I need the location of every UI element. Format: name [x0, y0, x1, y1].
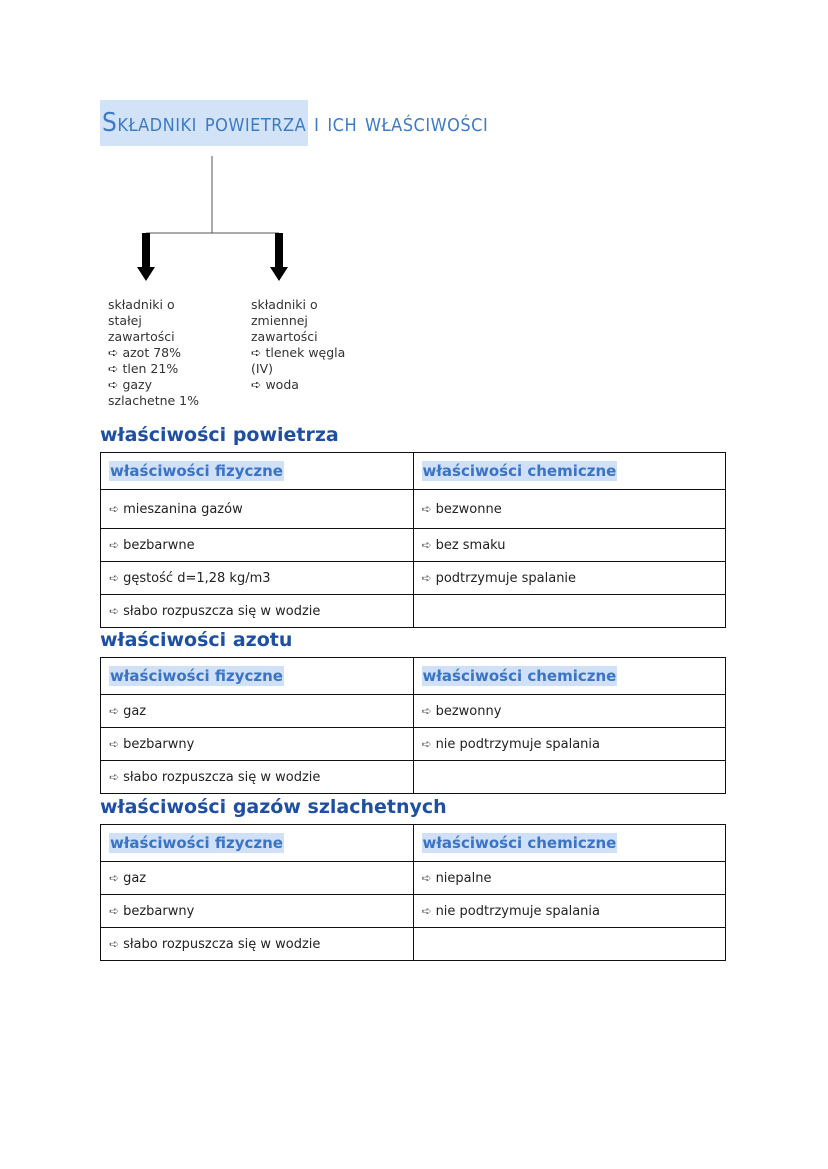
section-heading-noble-gases: właściwości gazów szlachetnych [100, 796, 447, 818]
header-chemical-label: właściwości chemiczne [422, 834, 617, 852]
section-heading-air: właściwości powietrza [100, 424, 339, 446]
table-cell [101, 862, 414, 895]
table-noble-gas-properties [100, 824, 726, 961]
table-cell [101, 562, 414, 595]
arrow-icon: ➪ [421, 570, 432, 585]
header-chemical-label: właściwości chemiczne [422, 667, 617, 685]
table-header-row [101, 825, 726, 862]
arrow-icon: ➪ [421, 870, 432, 885]
arrow-right-shaft [275, 233, 283, 269]
table-cell [413, 490, 726, 529]
arrow-icon: ➪ [109, 570, 120, 585]
arrow-icon: ➪ [109, 769, 120, 784]
table-header-row [101, 658, 726, 695]
table-cell [413, 895, 726, 928]
table-row [101, 695, 726, 728]
table-row [101, 895, 726, 928]
table-cell [101, 895, 414, 928]
composition-diagram [0, 0, 828, 300]
table-cell-empty [413, 761, 726, 794]
cell-text: bezbarwne [123, 537, 195, 553]
arrow-icon: ➪ [109, 603, 120, 618]
diagram-line: ➪ tlen 21% [108, 361, 179, 376]
table-cell [101, 928, 414, 961]
table-row [101, 928, 726, 961]
diagram-line: zawartości [108, 329, 175, 344]
table-row [101, 562, 726, 595]
arrow-left-shaft [142, 233, 150, 269]
table-cell [101, 529, 414, 562]
diagram-line: ➪ woda [251, 377, 299, 392]
arrow-icon: ➪ [109, 903, 120, 918]
header-chemical [413, 453, 726, 490]
diagram-line: ➪ tlenek węgla [251, 345, 346, 360]
table-cell [101, 695, 414, 728]
cell-text: słabo rozpuszcza się w wodzie [123, 936, 321, 952]
header-physical [101, 453, 414, 490]
arrow-icon: ➪ [109, 736, 120, 751]
diagram-line: zmiennej [251, 313, 308, 328]
arrow-icon: ➪ [421, 703, 432, 718]
arrow-icon: ➪ [109, 936, 120, 951]
table-cell [101, 761, 414, 794]
header-chemical [413, 658, 726, 695]
table-row [101, 761, 726, 794]
cell-text: mieszanina gazów [123, 501, 243, 517]
table-row [101, 862, 726, 895]
header-physical-label: właściwości fizyczne [110, 667, 283, 685]
arrow-icon: ➪ [109, 501, 120, 516]
table-cell [413, 862, 726, 895]
cell-text: gęstość d=1,28 kg/m3 [123, 570, 271, 586]
diagram-line: składniki o [108, 297, 175, 312]
header-physical-label: właściwości fizyczne [110, 462, 283, 480]
cell-text: gaz [123, 870, 147, 886]
table-cell [413, 562, 726, 595]
cell-text: nie podtrzymuje spalania [435, 903, 600, 919]
arrow-left-head [137, 267, 155, 281]
table-cell [101, 728, 414, 761]
arrow-icon: ➪ [421, 736, 432, 751]
table-cell [413, 695, 726, 728]
variable-components [251, 297, 345, 393]
table-cell [101, 595, 414, 628]
section-heading-nitrogen: właściwości azotu [100, 629, 293, 651]
table-cell-empty [413, 595, 726, 628]
arrow-right-head [270, 267, 288, 281]
header-physical [101, 658, 414, 695]
cell-text: niepalne [435, 870, 492, 886]
diagram-line: ➪ azot 78% [108, 345, 181, 360]
arrow-icon: ➪ [109, 870, 120, 885]
header-chemical-label: właściwości chemiczne [422, 462, 617, 480]
diagram-line: zawartości [251, 329, 318, 344]
cell-text: słabo rozpuszcza się w wodzie [123, 603, 321, 619]
cell-text: słabo rozpuszcza się w wodzie [123, 769, 321, 785]
diagram-line: (IV) [251, 361, 273, 376]
diagram-line: ➪ gazy [108, 377, 153, 392]
cell-text: gaz [123, 703, 147, 719]
header-chemical [413, 825, 726, 862]
header-physical-label: właściwości fizyczne [110, 834, 283, 852]
cell-text: podtrzymuje spalanie [435, 570, 577, 586]
table-cell [413, 728, 726, 761]
table-row [101, 728, 726, 761]
title-rest: i ich właściwości [314, 108, 489, 138]
cell-text: bezbarwny [123, 736, 195, 752]
diagram-line: składniki o [251, 297, 318, 312]
diagram-line: szlachetne 1% [108, 393, 200, 408]
table-cell-empty [413, 928, 726, 961]
table-header-row [101, 453, 726, 490]
cell-text: bezwonny [435, 703, 502, 719]
constant-components [108, 297, 199, 409]
table-row [101, 529, 726, 562]
arrow-icon: ➪ [109, 703, 120, 718]
arrow-icon: ➪ [421, 537, 432, 552]
table-air-properties [100, 452, 726, 628]
diagram-line: stałej [108, 313, 142, 328]
table-cell [101, 490, 414, 529]
table-cell [413, 529, 726, 562]
table-nitrogen-properties [100, 657, 726, 794]
title-highlight: Składniki powietrza [100, 100, 308, 146]
arrow-icon: ➪ [421, 903, 432, 918]
cell-text: bez smaku [435, 537, 506, 553]
cell-text: nie podtrzymuje spalania [435, 736, 600, 752]
cell-text: bezwonne [435, 501, 502, 517]
table-row [101, 595, 726, 628]
header-physical [101, 825, 414, 862]
cell-text: bezbarwny [123, 903, 195, 919]
arrow-icon: ➪ [109, 537, 120, 552]
table-row [101, 490, 726, 529]
arrow-icon: ➪ [421, 501, 432, 516]
